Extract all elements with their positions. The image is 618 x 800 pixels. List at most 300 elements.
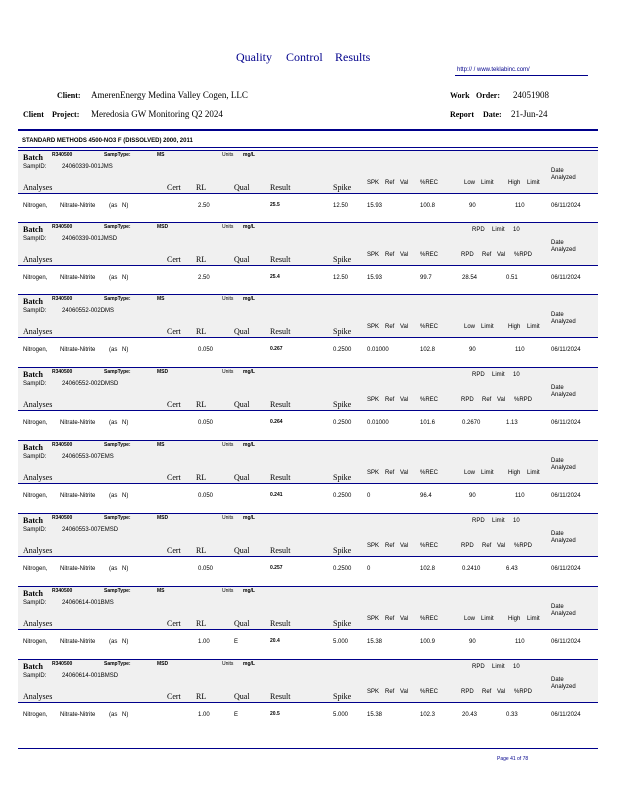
analyte-name: Nitrogen, <box>23 420 48 426</box>
batch-id: R340500 <box>52 296 73 302</box>
batch-label: Batch <box>23 589 43 598</box>
sampid-value: 24060552-002DMS <box>62 308 115 314</box>
analyzed-label: Analyzed <box>551 175 576 181</box>
rpd-ref-header: Ref <box>482 543 492 549</box>
qc-block <box>18 440 598 510</box>
spk-header: SPK <box>367 689 380 695</box>
cert-header: Cert <box>167 183 181 192</box>
high-limit-high-header: High <box>508 324 521 330</box>
rl-header: RL <box>196 619 207 628</box>
analyte-n: N) <box>122 566 129 572</box>
samptype-label: SampType: <box>104 152 131 158</box>
result-value: 0.267 <box>270 346 283 352</box>
result-header: Result <box>270 546 291 555</box>
batch-id: R340500 <box>52 442 73 448</box>
high-limit-value: 110 <box>515 639 525 645</box>
analyzed-label: Analyzed <box>551 538 576 544</box>
units-label: Units <box>222 369 234 375</box>
rpd-val-header: Val <box>497 689 506 695</box>
rec-value: 102.3 <box>420 712 436 718</box>
units-value: mg/L <box>243 369 255 375</box>
samptype-label: SampType: <box>104 224 131 230</box>
samptype-label: SampType: <box>104 442 131 448</box>
analyte-n: N) <box>122 420 129 426</box>
spike-header: Spike <box>333 327 352 336</box>
rpd-limit-label: Limit <box>492 664 505 670</box>
units-value: mg/L <box>243 152 255 158</box>
rec-header: %REC <box>420 252 439 258</box>
block-row-separator <box>18 702 598 703</box>
spike-header: Spike <box>333 183 352 192</box>
analyte-as: (as <box>109 639 118 645</box>
title-word-quality: Quality <box>236 50 272 64</box>
rl-header: RL <box>196 327 207 336</box>
samptype-value: MSD <box>157 515 169 521</box>
rl-header: RL <box>196 546 207 555</box>
analyses-header: Analyses <box>23 255 53 264</box>
qc-block <box>18 513 598 583</box>
high-limit-value: 110 <box>515 493 525 499</box>
val-header: Val <box>400 180 409 186</box>
units-label: Units <box>222 661 234 667</box>
batch-label: Batch <box>23 516 43 525</box>
rec-header: %REC <box>420 689 439 695</box>
samptype-value: MSD <box>157 661 169 667</box>
rpd-limit-value: 10 <box>513 372 520 378</box>
spike-header: Spike <box>333 400 352 409</box>
val-header: Val <box>400 616 409 622</box>
samptype-value: MSD <box>157 369 169 375</box>
units-value: mg/L <box>243 442 255 448</box>
ref-header: Ref <box>385 470 395 476</box>
spike-header: Spike <box>333 619 352 628</box>
qual-header: Qual <box>234 692 250 701</box>
samptype-label: SampType: <box>104 369 131 375</box>
ref-header: Ref <box>385 324 395 330</box>
result-value: 20.5 <box>270 711 280 717</box>
analyte-as: (as <box>109 203 118 209</box>
batch-label: Batch <box>23 153 43 162</box>
block-row-separator <box>18 337 598 338</box>
date-label: Date <box>551 531 564 537</box>
sampid-label: SampID: <box>23 454 47 460</box>
work-label: Work <box>450 91 470 100</box>
block-row-separator <box>18 193 598 194</box>
analyses-header: Analyses <box>23 327 53 336</box>
client-project-label-1: Client <box>23 110 44 119</box>
method-divider <box>18 147 598 148</box>
rec-header: %REC <box>420 397 439 403</box>
spk-header: SPK <box>367 252 380 258</box>
date-analyzed-value: 06/11/2024 <box>551 639 581 645</box>
spike-value: 0.2500 <box>333 566 352 572</box>
sampid-value: 24060552-002DMSD <box>62 381 119 387</box>
analyte-as: (as <box>109 493 118 499</box>
rl-header: RL <box>196 400 207 409</box>
block-row-separator <box>18 483 598 484</box>
result-value: 25.4 <box>270 274 280 280</box>
cert-header: Cert <box>167 400 181 409</box>
page-number: Page 41 of 78 <box>497 756 529 762</box>
cert-header: Cert <box>167 473 181 482</box>
rl-value: 2.50 <box>198 275 210 281</box>
work-order-value: 24051908 <box>513 90 549 100</box>
sampid-label: SampID: <box>23 308 47 314</box>
result-header: Result <box>270 183 291 192</box>
rec-value: 99.7 <box>420 275 432 281</box>
batch-label: Batch <box>23 225 43 234</box>
rpd-limit-label: Limit <box>492 518 505 524</box>
units-value: mg/L <box>243 588 255 594</box>
spike-value: 5.000 <box>333 639 349 645</box>
analyte-n: N) <box>122 712 129 718</box>
samptype-label: SampType: <box>104 515 131 521</box>
analyzed-label: Analyzed <box>551 392 576 398</box>
result-header: Result <box>270 619 291 628</box>
rl-value: 1.00 <box>198 639 210 645</box>
date-analyzed-value: 06/11/2024 <box>551 712 581 718</box>
analyte-as: (as <box>109 712 118 718</box>
analyte-name: Nitrogen, <box>23 347 48 353</box>
spike-value: 12.50 <box>333 275 349 281</box>
rec-value: 100.8 <box>420 203 436 209</box>
spk-header: SPK <box>367 397 380 403</box>
analyte-name: Nitrogen, <box>23 566 48 572</box>
order-label: Order: <box>476 91 500 100</box>
result-header: Result <box>270 473 291 482</box>
client-value: AmerenEnergy Medina Valley Cogen, LLC <box>91 90 248 100</box>
samptype-label: SampType: <box>104 296 131 302</box>
analyte-name-2: Nitrate-Nitrite <box>60 275 96 281</box>
date-analyzed-value: 06/11/2024 <box>551 275 581 281</box>
high-limit-value: 110 <box>515 347 525 353</box>
analyte-n: N) <box>122 275 129 281</box>
high-limit-high-header: High <box>508 470 521 476</box>
batch-id: R340500 <box>52 369 73 375</box>
samptype-value: MS <box>157 296 165 302</box>
rpd-ref-rpd-header: RPD <box>461 397 474 403</box>
project-value: Meredosia GW Monitoring Q2 2024 <box>91 109 223 119</box>
rpd-limit-label: Limit <box>492 372 505 378</box>
rec-value: 101.6 <box>420 420 436 426</box>
spk-header: SPK <box>367 543 380 549</box>
pct-rpd-value: 1.13 <box>506 420 518 426</box>
ref-header: Ref <box>385 616 395 622</box>
samptype-value: MS <box>157 152 165 158</box>
batch-label: Batch <box>23 443 43 452</box>
analyte-name: Nitrogen, <box>23 712 48 718</box>
ref-header: Ref <box>385 397 395 403</box>
val-header: Val <box>400 397 409 403</box>
rpd-val-header: Val <box>497 397 506 403</box>
analyte-as: (as <box>109 566 118 572</box>
qual-value: E <box>234 712 239 718</box>
rl-value: 2.50 <box>198 203 210 209</box>
spk-header: SPK <box>367 324 380 330</box>
val-header: Val <box>400 689 409 695</box>
qc-block <box>18 659 598 729</box>
rpd-ref-header: Ref <box>482 397 492 403</box>
analyte-n: N) <box>122 203 129 209</box>
rl-value: 0.050 <box>198 347 214 353</box>
analyte-name-2: Nitrate-Nitrite <box>60 347 96 353</box>
report-label: Report <box>450 110 474 119</box>
spk-ref-value: 0.01000 <box>367 420 389 426</box>
sampid-value: 24060614-001BMSD <box>62 673 119 679</box>
units-label: Units <box>222 515 234 521</box>
batch-id: R340500 <box>52 661 73 667</box>
rpd-val-header: Val <box>497 543 506 549</box>
rpd-ref-header: Ref <box>482 252 492 258</box>
qc-block <box>18 367 598 437</box>
units-value: mg/L <box>243 224 255 230</box>
high-limit-header: Limit <box>527 616 540 622</box>
rpd-ref-rpd-header: RPD <box>461 689 474 695</box>
spike-value: 0.2500 <box>333 420 352 426</box>
title-word-results: Results <box>335 50 371 64</box>
sampid-value: 24060614-001BMS <box>62 600 114 606</box>
analyzed-label: Analyzed <box>551 319 576 325</box>
rec-header: %REC <box>420 324 439 330</box>
rec-value: 100.9 <box>420 639 436 645</box>
spk-ref-value: 15.93 <box>367 275 383 281</box>
samptype-value: MSD <box>157 224 169 230</box>
block-row-separator <box>18 265 598 266</box>
rpd-ref-value: 0.2410 <box>462 566 481 572</box>
qual-header: Qual <box>234 183 250 192</box>
qc-block <box>18 294 598 364</box>
analyte-n: N) <box>122 493 129 499</box>
qc-block <box>18 222 598 292</box>
header-divider <box>18 129 598 131</box>
result-value: 0.241 <box>270 492 283 498</box>
url-underline <box>455 75 588 76</box>
rl-value: 0.050 <box>198 566 214 572</box>
ref-header: Ref <box>385 252 395 258</box>
date-label: Date <box>551 168 564 174</box>
result-value: 25.5 <box>270 202 280 208</box>
samptype-value: MS <box>157 588 165 594</box>
spike-header: Spike <box>333 546 352 555</box>
ref-header: Ref <box>385 543 395 549</box>
analyte-name-2: Nitrate-Nitrite <box>60 639 96 645</box>
batch-id: R340500 <box>52 588 73 594</box>
analyte-n: N) <box>122 639 129 645</box>
analyzed-label: Analyzed <box>551 611 576 617</box>
rpd-ref-value: 0.2670 <box>462 420 481 426</box>
low-limit-value: 90 <box>469 347 476 353</box>
rec-header: %REC <box>420 543 439 549</box>
analyses-header: Analyses <box>23 546 53 555</box>
result-header: Result <box>270 255 291 264</box>
spike-value: 12.50 <box>333 203 349 209</box>
date-label: Date: <box>483 110 502 119</box>
ref-header: Ref <box>385 689 395 695</box>
pct-rpd-header: %RPD <box>514 689 533 695</box>
result-header: Result <box>270 400 291 409</box>
pct-rpd-value: 6.43 <box>506 566 518 572</box>
batch-label: Batch <box>23 662 43 671</box>
rpd-ref-value: 28.54 <box>462 275 478 281</box>
samptype-value: MS <box>157 442 165 448</box>
sampid-label: SampID: <box>23 381 47 387</box>
units-label: Units <box>222 296 234 302</box>
analyte-name-2: Nitrate-Nitrite <box>60 203 96 209</box>
date-analyzed-value: 06/11/2024 <box>551 420 581 426</box>
rec-value: 102.8 <box>420 566 436 572</box>
rpd-limit-value: 10 <box>513 227 520 233</box>
spk-ref-value: 0.01000 <box>367 347 389 353</box>
analyte-name-2: Nitrate-Nitrite <box>60 420 96 426</box>
units-label: Units <box>222 588 234 594</box>
date-label: Date <box>551 240 564 246</box>
rpd-limit-label: Limit <box>492 227 505 233</box>
date-label: Date <box>551 677 564 683</box>
sampid-label: SampID: <box>23 600 47 606</box>
analyzed-label: Analyzed <box>551 247 576 253</box>
cert-header: Cert <box>167 692 181 701</box>
analyte-name: Nitrogen, <box>23 203 48 209</box>
rpd-ref-rpd-header: RPD <box>461 543 474 549</box>
analyte-name: Nitrogen, <box>23 639 48 645</box>
spike-header: Spike <box>333 473 352 482</box>
val-header: Val <box>400 543 409 549</box>
analyte-name-2: Nitrate-Nitrite <box>60 493 96 499</box>
val-header: Val <box>400 324 409 330</box>
block-row-separator <box>18 410 598 411</box>
pct-rpd-header: %RPD <box>514 543 533 549</box>
qual-header: Qual <box>234 546 250 555</box>
client-project-label-2: Project: <box>52 110 80 119</box>
val-header: Val <box>400 470 409 476</box>
batch-label: Batch <box>23 370 43 379</box>
low-limit-header: Limit <box>481 470 494 476</box>
low-limit-low-header: Low <box>464 180 476 186</box>
spk-ref-value: 15.38 <box>367 639 383 645</box>
qual-value: E <box>234 639 239 645</box>
date-label: Date <box>551 458 564 464</box>
spk-ref-value: 15.93 <box>367 203 383 209</box>
result-header: Result <box>270 692 291 701</box>
rpd-header-label: RPD <box>472 227 485 233</box>
high-limit-header: Limit <box>527 180 540 186</box>
high-limit-header: Limit <box>527 324 540 330</box>
low-limit-low-header: Low <box>464 470 476 476</box>
spk-ref-value: 0 <box>367 493 371 499</box>
analyzed-label: Analyzed <box>551 465 576 471</box>
date-analyzed-value: 06/11/2024 <box>551 203 581 209</box>
analyses-header: Analyses <box>23 692 53 701</box>
high-limit-high-header: High <box>508 616 521 622</box>
units-label: Units <box>222 224 234 230</box>
block-row-separator <box>18 629 598 630</box>
rl-value: 1.00 <box>198 712 210 718</box>
rec-header: %REC <box>420 470 439 476</box>
analyte-as: (as <box>109 275 118 281</box>
batch-id: R340500 <box>52 152 73 158</box>
result-value: 0.257 <box>270 565 283 571</box>
cert-header: Cert <box>167 327 181 336</box>
date-label: Date <box>551 385 564 391</box>
rpd-limit-value: 10 <box>513 664 520 670</box>
rl-header: RL <box>196 183 207 192</box>
rec-header: %REC <box>420 616 439 622</box>
rec-value: 102.8 <box>420 347 436 353</box>
result-value: 20.4 <box>270 638 280 644</box>
spike-header: Spike <box>333 692 352 701</box>
low-limit-header: Limit <box>481 324 494 330</box>
qual-header: Qual <box>234 327 250 336</box>
units-label: Units <box>222 442 234 448</box>
units-value: mg/L <box>243 296 255 302</box>
rl-header: RL <box>196 692 207 701</box>
cert-header: Cert <box>167 546 181 555</box>
qual-header: Qual <box>234 400 250 409</box>
samptype-label: SampType: <box>104 661 131 667</box>
sampid-label: SampID: <box>23 527 47 533</box>
spk-header: SPK <box>367 470 380 476</box>
ref-header: Ref <box>385 180 395 186</box>
rl-header: RL <box>196 473 207 482</box>
spike-value: 5.000 <box>333 712 349 718</box>
date-analyzed-value: 06/11/2024 <box>551 493 581 499</box>
cert-header: Cert <box>167 619 181 628</box>
analyte-name-2: Nitrate-Nitrite <box>60 712 96 718</box>
rec-value: 96.4 <box>420 493 432 499</box>
spk-header: SPK <box>367 616 380 622</box>
spike-header: Spike <box>333 255 352 264</box>
low-limit-low-header: Low <box>464 616 476 622</box>
batch-label: Batch <box>23 297 43 306</box>
units-value: mg/L <box>243 661 255 667</box>
report-date-value: 21-Jun-24 <box>511 109 548 119</box>
qc-block <box>18 150 598 220</box>
analyte-name: Nitrogen, <box>23 493 48 499</box>
batch-id: R340500 <box>52 224 73 230</box>
date-label: Date <box>551 312 564 318</box>
rl-value: 0.050 <box>198 420 214 426</box>
sampid-label: SampID: <box>23 673 47 679</box>
analyte-n: N) <box>122 347 129 353</box>
result-header: Result <box>270 327 291 336</box>
high-limit-header: Limit <box>527 470 540 476</box>
date-analyzed-value: 06/11/2024 <box>551 347 581 353</box>
analyte-name-2: Nitrate-Nitrite <box>60 566 96 572</box>
low-limit-low-header: Low <box>464 324 476 330</box>
low-limit-value: 90 <box>469 203 476 209</box>
sampid-label: SampID: <box>23 164 47 170</box>
analyzed-label: Analyzed <box>551 684 576 690</box>
batch-id: R340500 <box>52 515 73 521</box>
qual-header: Qual <box>234 619 250 628</box>
qual-header: Qual <box>234 473 250 482</box>
low-limit-header: Limit <box>481 180 494 186</box>
spike-value: 0.2500 <box>333 347 352 353</box>
analyses-header: Analyses <box>23 619 53 628</box>
analyses-header: Analyses <box>23 473 53 482</box>
analyte-as: (as <box>109 347 118 353</box>
rpd-val-header: Val <box>497 252 506 258</box>
rpd-ref-value: 20.43 <box>462 712 478 718</box>
rec-header: %REC <box>420 180 439 186</box>
pct-rpd-header: %RPD <box>514 397 533 403</box>
sampid-value: 24060339-001JMSD <box>62 236 118 242</box>
rpd-header-label: RPD <box>472 372 485 378</box>
low-limit-header: Limit <box>481 616 494 622</box>
block-row-separator <box>18 556 598 557</box>
lab-url-link[interactable]: http:// / www.teklabinc.com/ <box>457 67 530 73</box>
pct-rpd-value: 0.51 <box>506 275 518 281</box>
